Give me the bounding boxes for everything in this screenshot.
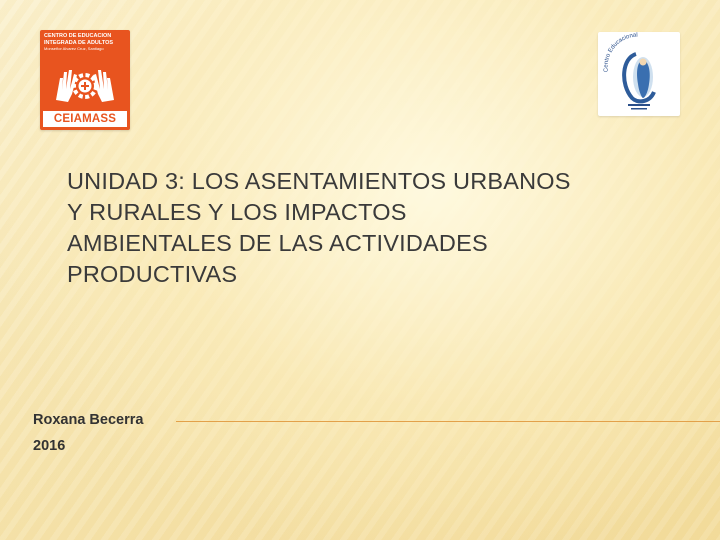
crest-arc-text: Centro Educacional bbox=[603, 32, 638, 73]
title-line-3: AMBIENTALES DE LAS ACTIVIDADES bbox=[67, 230, 488, 256]
logo-caption bbox=[44, 33, 126, 53]
title-line-2: Y RURALES Y LOS IMPACTOS bbox=[67, 199, 407, 225]
slide-title bbox=[67, 166, 677, 290]
virgin-crest-icon bbox=[598, 32, 680, 116]
year: 2016 bbox=[33, 438, 66, 454]
author-name: Roxana Becerra bbox=[33, 412, 144, 428]
hands-gear-icon bbox=[50, 56, 120, 108]
logo-line-2: INTEGRADA DE ADULTOS bbox=[44, 39, 114, 46]
ceiamass-logo bbox=[40, 30, 130, 130]
divider-line bbox=[176, 421, 720, 422]
school-crest-logo bbox=[598, 32, 680, 116]
logo-line-1: CENTRO DE EDUCACION bbox=[44, 33, 112, 39]
title-line-1: UNIDAD 3: LOS ASENTAMIENTOS URBANOS bbox=[67, 168, 571, 194]
title-line-4: PRODUCTIVAS bbox=[67, 261, 238, 287]
logo-line-3: Monseñor Alvarez Cruz, Santiago bbox=[44, 46, 104, 51]
logo-brand: CEIAMASS bbox=[43, 111, 127, 127]
